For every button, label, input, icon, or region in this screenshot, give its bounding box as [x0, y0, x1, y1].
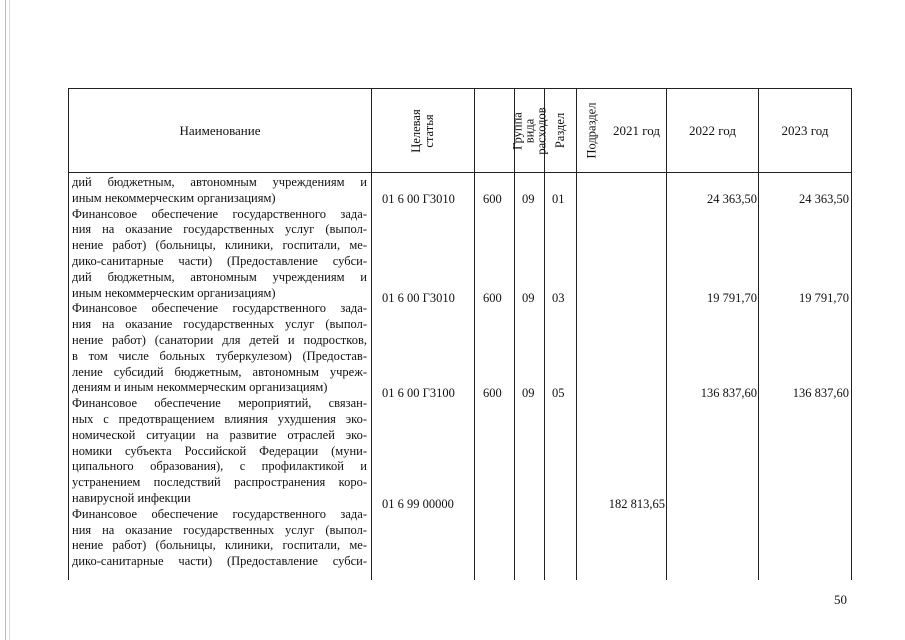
- header-divider: [68, 172, 852, 173]
- header-subsection: Подраздел: [584, 102, 598, 159]
- header-2021: 2021 год: [613, 122, 660, 138]
- row-2022: 19 791,70: [707, 291, 757, 305]
- desc-line: дий бюджетным, автономным учреждениям и: [72, 175, 367, 189]
- desc-line: ния на оказание государственных услуг (выпол-: [72, 222, 367, 237]
- row-subsection: 03: [552, 291, 565, 305]
- desc-line: дениям и иным некоммерческим организациям): [72, 380, 328, 395]
- scan-edge-line-2: [9, 0, 10, 640]
- row-subsection: 01: [552, 192, 565, 206]
- row-code: 01 6 00 Г3010: [382, 291, 455, 305]
- desc-line: Финансовое обеспечение государственного зада-: [72, 301, 367, 316]
- budget-table: [68, 88, 852, 580]
- row-code: 01 6 00 Г3100: [382, 386, 455, 400]
- row-2022: 136 837,60: [700, 386, 757, 400]
- row-section: 09: [522, 192, 535, 206]
- desc-line: нение работ) (больницы, клиники, госпитали, ме-: [72, 538, 367, 553]
- desc-line: ление субсидий бюджетным, автономным учреж-: [72, 364, 367, 379]
- row-group: 600: [483, 192, 502, 206]
- desc-line: навирусной инфекции: [72, 490, 191, 505]
- col-divider: [474, 88, 475, 580]
- row-code: 01 6 99 00000: [382, 497, 454, 511]
- header-group-wrap: [510, 89, 549, 172]
- row-2021: 182 813,65: [608, 497, 665, 511]
- row-section: 09: [522, 291, 535, 305]
- desc-line: нение работ) (санатории для детей и подростков,: [72, 332, 367, 347]
- header-name: Наименование: [179, 122, 261, 138]
- header-group: Группа вида расходов: [510, 106, 549, 155]
- header-section-wrap: [545, 89, 576, 172]
- scan-edge-line: [5, 0, 6, 640]
- row-2022: 24 363,50: [707, 192, 757, 206]
- desc-line: Финансовое обеспечение государственного зада-: [72, 506, 367, 521]
- desc-line: иным некоммерческим организациям): [72, 190, 276, 205]
- row-section: 09: [522, 386, 535, 400]
- desc-line: ния на оказание государственных услуг (выпол-: [72, 317, 367, 332]
- row-group: 600: [483, 291, 502, 305]
- desc-line: иным некоммерческим организациям): [72, 285, 276, 300]
- table-border-right: [851, 88, 852, 580]
- desc-line: ных с предотвращением влияния ухудшения эко-: [72, 411, 367, 426]
- row-2023: 19 791,70: [799, 291, 849, 305]
- desc-line: в том числе больных туберкулезом) (Предостав-: [72, 348, 367, 363]
- desc-line: дий бюджетным, автономным учреждениям и: [72, 269, 367, 284]
- header-target-wrap: [372, 89, 474, 172]
- desc-line: номической ситуации на развитие отраслей эко-: [72, 427, 367, 442]
- desc-line: дико-санитарные части) (Предоставление субси-: [72, 554, 367, 569]
- desc-line: ния на оказание государственных услуг (выпол-: [72, 522, 367, 537]
- header-target: Целевая статья: [409, 108, 436, 153]
- header-2022: 2022 год: [689, 122, 736, 138]
- desc-line: нение работ) (больницы, клиники, госпитали, ме-: [72, 238, 367, 253]
- desc-line: номики субъекта Российской Федерации (муни-: [72, 443, 367, 458]
- row-code: 01 6 00 Г3010: [382, 192, 455, 206]
- desc-line: дико-санитарные части) (Предоставление субси-: [72, 253, 367, 268]
- page-number: 50: [834, 592, 847, 607]
- header-section: Раздел: [553, 112, 568, 149]
- desc-line: ципального образования), с профилактикой и: [72, 459, 367, 474]
- row-2023: 136 837,60: [792, 386, 849, 400]
- description-column: [72, 175, 367, 570]
- desc-line: Финансовое обеспечение мероприятий, связан-: [72, 396, 367, 411]
- desc-line: устранением последствий распространения коро-: [72, 475, 367, 490]
- row-2023: 24 363,50: [799, 192, 849, 206]
- row-group: 600: [483, 386, 502, 400]
- desc-line: Финансовое обеспечение государственного зада-: [72, 206, 367, 221]
- row-subsection: 05: [552, 386, 565, 400]
- header-2023: 2023 год: [781, 122, 829, 138]
